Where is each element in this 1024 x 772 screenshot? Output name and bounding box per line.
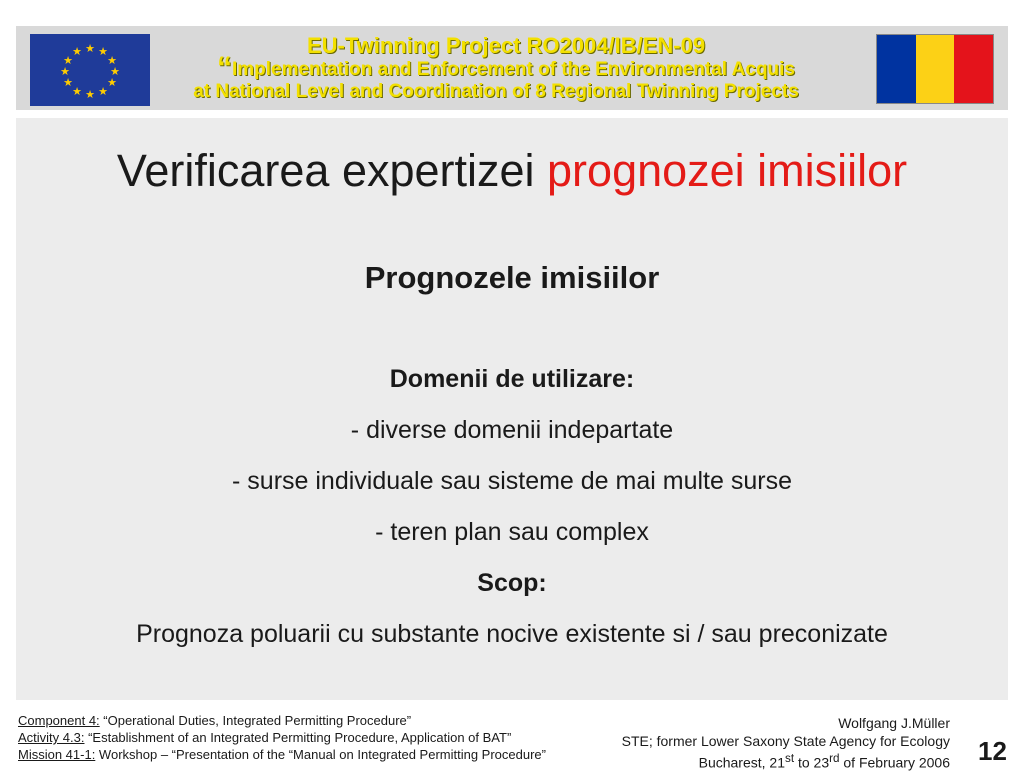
footer-project-info	[18, 712, 618, 763]
ro-flag-red-stripe	[954, 35, 993, 103]
project-name-line	[146, 51, 866, 84]
svg-text:★: ★	[110, 65, 120, 78]
footer-author-info	[550, 714, 950, 772]
svg-text:★: ★	[63, 54, 73, 67]
project-scope-line: at National Level and Coordination of 8 Regional Twinning Projects	[193, 81, 799, 102]
svg-text:★: ★	[107, 76, 117, 89]
svg-text:★: ★	[60, 65, 70, 78]
ro-flag-yellow-stripe	[916, 35, 955, 103]
slide-subtitle: Prognozele imisiilor	[364, 260, 660, 295]
footer-date-sup2: rd	[829, 752, 840, 765]
svg-text:★: ★	[85, 42, 95, 55]
footer-activity-line	[18, 729, 618, 746]
footer-author: Wolfgang J.Müller	[838, 715, 950, 731]
footer-date-mid: to 23	[794, 754, 830, 771]
footer-component-text: “Operational Duties, Integrated Permitting Procedure”	[99, 713, 412, 728]
project-header-banner	[16, 26, 1008, 110]
usage-heading: Domenii de utilizare:	[389, 365, 635, 393]
footer-date-suffix: of February 2006	[839, 754, 950, 771]
footer-mission-text: Workshop – “Presentation of the “Manual on Integrated Permitting Procedure”	[95, 747, 546, 762]
slide-title	[16, 144, 1008, 198]
footer-date-sup1: st	[785, 752, 795, 765]
svg-text:★: ★	[72, 45, 82, 58]
footer-activity-text: “Establishment of an Integrated Permitting Procedure, Application of BAT”	[84, 730, 512, 745]
slide-title-part2: prognozei imisiilor	[547, 145, 908, 196]
page-number: 12	[978, 736, 1007, 766]
svg-text:★: ★	[63, 76, 73, 89]
slide-content	[16, 118, 1008, 700]
usage-item: - diverse domenii indepartate	[350, 416, 674, 444]
footer-date-prefix: Bucharest, 21	[698, 754, 785, 771]
footer-activity-label: Activity 4.3:	[18, 730, 85, 745]
svg-text:★: ★	[98, 85, 108, 98]
svg-text:★: ★	[72, 85, 82, 98]
footer-mission-label: Mission 41-1:	[18, 747, 96, 762]
slide-title-part1: Verificarea expertizei	[116, 145, 548, 196]
opening-quote: “	[216, 51, 232, 84]
scope-heading: Scop:	[477, 569, 547, 597]
scope-text: Prognoza poluarii cu substante nocive existente si / sau preconizate	[136, 620, 888, 648]
usage-item: - teren plan sau complex	[375, 518, 649, 546]
footer-mission-line	[18, 746, 618, 763]
svg-text:★: ★	[98, 45, 108, 58]
svg-text:★: ★	[85, 88, 95, 101]
footer-affiliation: STE; former Lower Saxony State Agency for Ecology	[621, 733, 950, 749]
slide-body	[16, 354, 1008, 660]
ro-flag-blue-stripe	[877, 35, 916, 103]
footer-date	[550, 750, 950, 772]
project-name-text: Implementation and Enforcement of the Environmental Acquis	[231, 59, 796, 80]
usage-item: - surse individuale sau sisteme de mai multe surse	[232, 467, 792, 495]
svg-text:★: ★	[107, 54, 117, 67]
project-code-line: EU-Twinning Project RO2004/IB/EN-09	[306, 33, 706, 58]
project-title	[146, 34, 866, 103]
footer-component-label: Component 4:	[18, 713, 100, 728]
romania-flag-icon	[876, 34, 994, 104]
footer-component-line	[18, 712, 618, 729]
